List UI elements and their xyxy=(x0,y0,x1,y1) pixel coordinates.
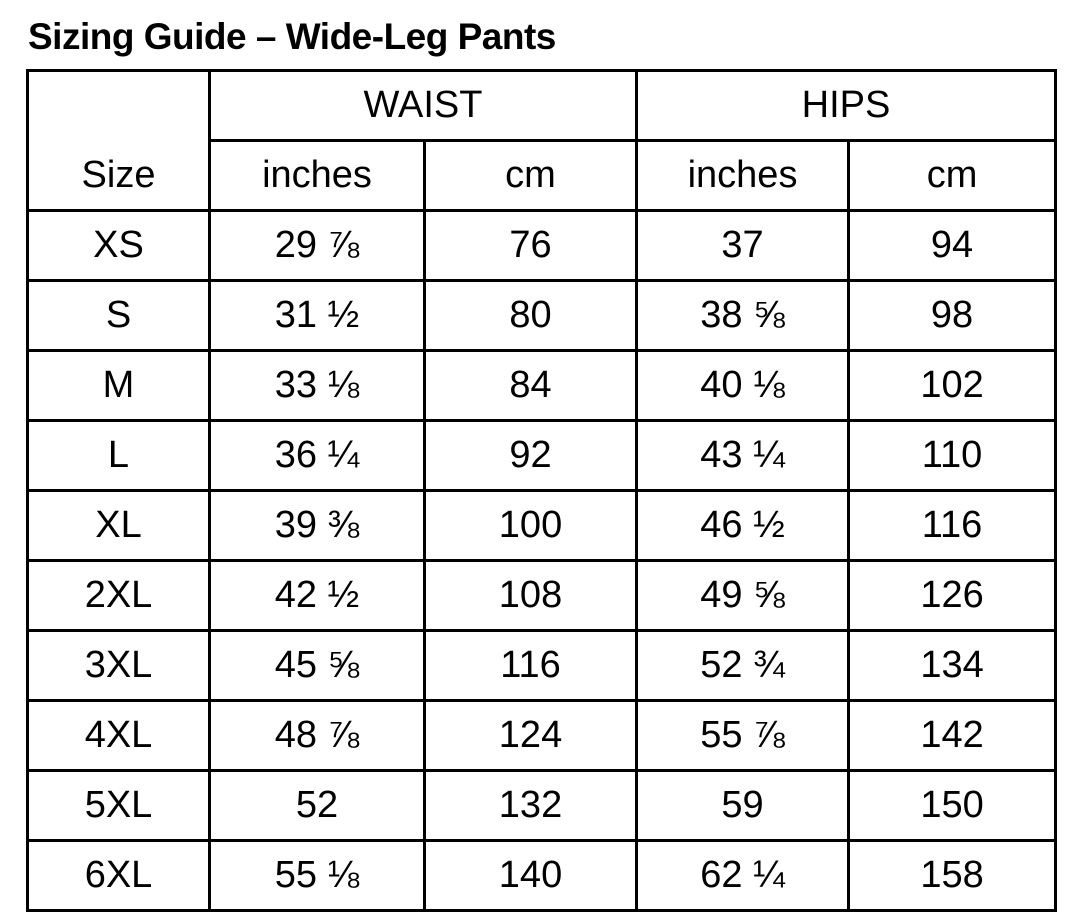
cell-waist-cm: 100 xyxy=(425,490,637,560)
cell-hips-cm: 116 xyxy=(849,490,1056,560)
cell-hips-inches: 38 ⅝ xyxy=(637,280,849,350)
cell-hips-cm: 158 xyxy=(849,840,1056,910)
table-header-row-groups xyxy=(28,70,1056,140)
cell-waist-cm: 80 xyxy=(425,280,637,350)
cell-waist-cm: 76 xyxy=(425,210,637,280)
cell-size: M xyxy=(28,350,210,420)
cell-waist-cm: 132 xyxy=(425,770,637,840)
sizing-table xyxy=(26,69,1057,912)
table-row xyxy=(28,700,1056,770)
cell-waist-inches: 33 ⅛ xyxy=(210,350,425,420)
cell-hips-inches: 59 xyxy=(637,770,849,840)
cell-hips-cm: 134 xyxy=(849,630,1056,700)
cell-waist-inches: 36 ¼ xyxy=(210,420,425,490)
cell-waist-inches: 55 ⅛ xyxy=(210,840,425,910)
cell-hips-inches: 40 ⅛ xyxy=(637,350,849,420)
cell-hips-inches: 37 xyxy=(637,210,849,280)
table-row xyxy=(28,630,1056,700)
cell-size: 3XL xyxy=(28,630,210,700)
table-row xyxy=(28,560,1056,630)
table-row xyxy=(28,770,1056,840)
cell-hips-cm: 126 xyxy=(849,560,1056,630)
cell-size: S xyxy=(28,280,210,350)
cell-hips-cm: 102 xyxy=(849,350,1056,420)
cell-waist-inches: 45 ⅝ xyxy=(210,630,425,700)
group-header-waist: WAIST xyxy=(210,70,637,140)
column-header-waist-cm: cm xyxy=(425,140,637,210)
cell-waist-inches: 39 ⅜ xyxy=(210,490,425,560)
cell-waist-inches: 42 ½ xyxy=(210,560,425,630)
cell-waist-inches: 52 xyxy=(210,770,425,840)
cell-waist-cm: 140 xyxy=(425,840,637,910)
cell-hips-inches: 49 ⅝ xyxy=(637,560,849,630)
column-header-size: Size xyxy=(28,140,210,210)
cell-hips-cm: 110 xyxy=(849,420,1056,490)
cell-waist-inches: 48 ⅞ xyxy=(210,700,425,770)
cell-size: L xyxy=(28,420,210,490)
cell-hips-inches: 55 ⅞ xyxy=(637,700,849,770)
cell-waist-cm: 116 xyxy=(425,630,637,700)
cell-hips-inches: 43 ¼ xyxy=(637,420,849,490)
table-row xyxy=(28,210,1056,280)
cell-size: 2XL xyxy=(28,560,210,630)
column-header-hips-inches: inches xyxy=(637,140,849,210)
cell-size: 5XL xyxy=(28,770,210,840)
table-row xyxy=(28,840,1056,910)
cell-hips-cm: 94 xyxy=(849,210,1056,280)
table-row xyxy=(28,420,1056,490)
cell-size: 6XL xyxy=(28,840,210,910)
column-header-hips-cm: cm xyxy=(849,140,1056,210)
cell-waist-cm: 84 xyxy=(425,350,637,420)
cell-hips-cm: 98 xyxy=(849,280,1056,350)
cell-size: XL xyxy=(28,490,210,560)
cell-hips-cm: 142 xyxy=(849,700,1056,770)
table-header-row-units xyxy=(28,140,1056,210)
cell-size: 4XL xyxy=(28,700,210,770)
corner-cell-empty xyxy=(28,70,210,140)
cell-waist-inches: 29 ⅞ xyxy=(210,210,425,280)
cell-size: XS xyxy=(28,210,210,280)
page-title: Sizing Guide – Wide-Leg Pants xyxy=(28,16,556,57)
table-row xyxy=(28,490,1056,560)
cell-waist-cm: 124 xyxy=(425,700,637,770)
table-row xyxy=(28,280,1056,350)
table-row xyxy=(28,350,1056,420)
cell-waist-inches: 31 ½ xyxy=(210,280,425,350)
cell-waist-cm: 108 xyxy=(425,560,637,630)
cell-waist-cm: 92 xyxy=(425,420,637,490)
cell-hips-inches: 62 ¼ xyxy=(637,840,849,910)
column-header-waist-inches: inches xyxy=(210,140,425,210)
cell-hips-inches: 52 ¾ xyxy=(637,630,849,700)
group-header-hips: HIPS xyxy=(637,70,1056,140)
cell-hips-inches: 46 ½ xyxy=(637,490,849,560)
cell-hips-cm: 150 xyxy=(849,770,1056,840)
